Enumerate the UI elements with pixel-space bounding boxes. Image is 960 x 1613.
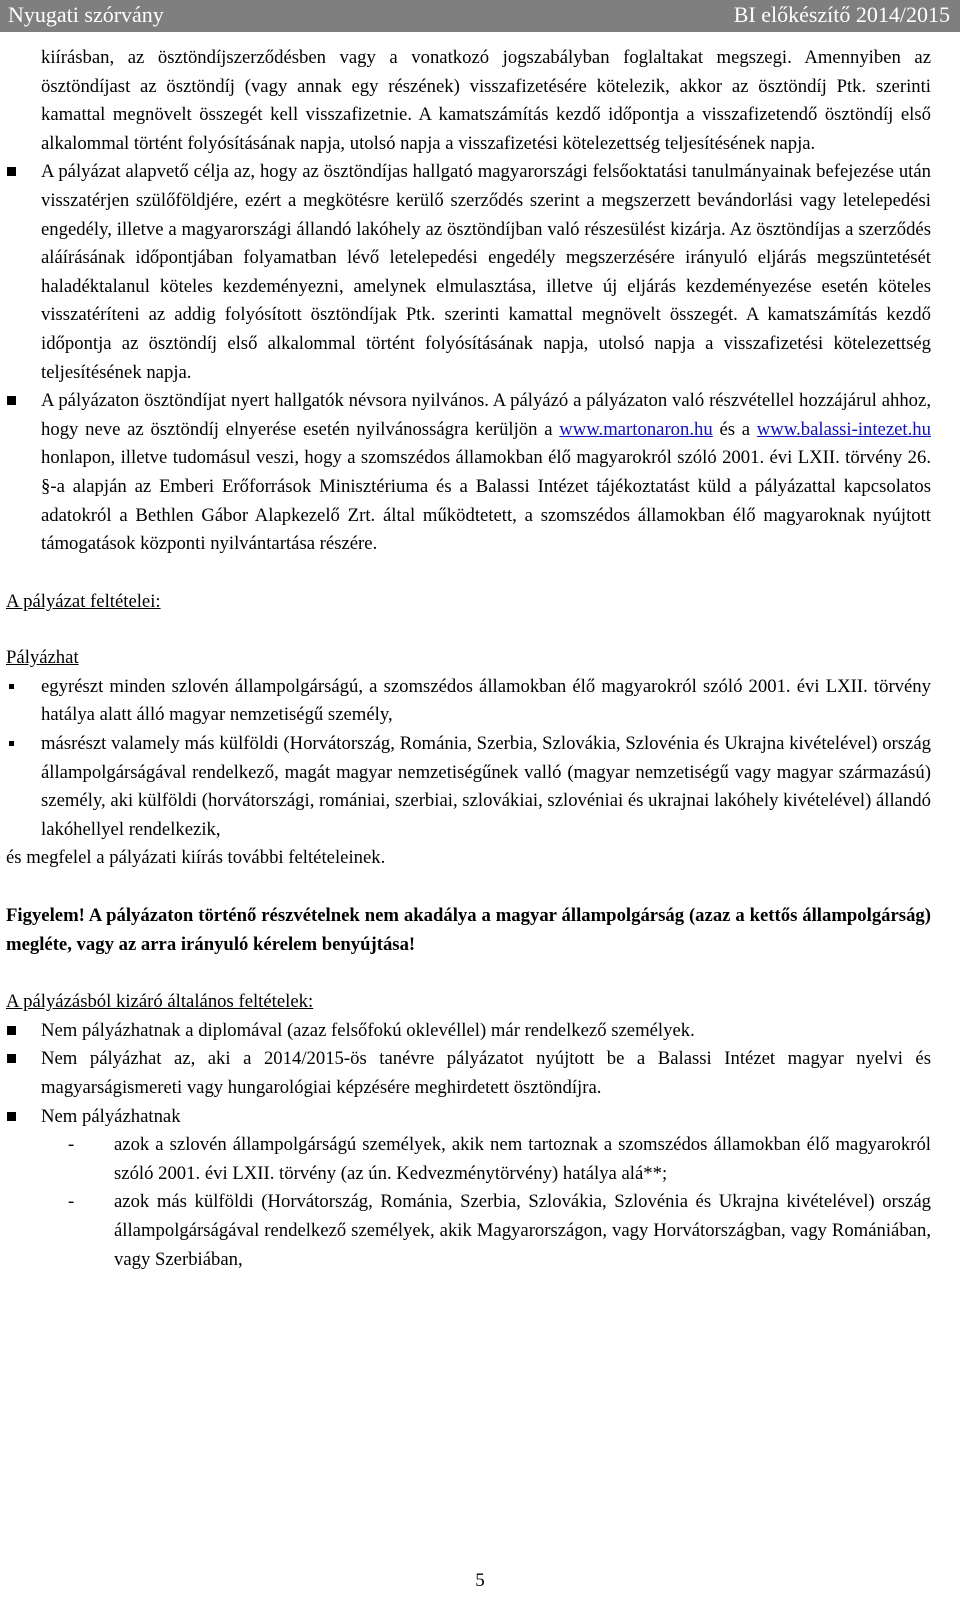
- exclusion-item-2-text: Nem pályázhat az, aki a 2014/2015-ös tanévre pályázatot nyújtott be a Balassi Intézet magyar nyelvi és magyarságismereti vagy hungarológiai képzésére meghirdetett ösztöndíjra.: [41, 1048, 931, 1098]
- heading-conditions: A pályázat feltételei:: [6, 590, 161, 612]
- header-left-title: Nyugati szórvány: [8, 2, 164, 27]
- sub-item-1-text: azok a szlovén állampolgárságú személyek, akik nem tartoznak a szomszédos államokban élő magyarokról szóló 2001. évi LXII. törvény (az ún. Kedvezménytörvény) hatálya alá**;: [114, 1134, 931, 1184]
- heading-exclusions: A pályázásból kizáró általános feltételek:: [6, 991, 314, 1013]
- exclusion-item-2: [6, 1045, 931, 1102]
- square-bullet-icon: [7, 1112, 16, 1121]
- continued-paragraph: [6, 44, 931, 158]
- exclusion-item-1-text: Nem pályázhatnak a diplomával (azaz felsőfokú oklevéllel) már rendelkező személyek.: [41, 1019, 695, 1041]
- bullet-publicity-mid: és a: [712, 418, 757, 440]
- bullet-publicity: [6, 387, 931, 559]
- link-balassi-intezet[interactable]: www.balassi-intezet.hu: [756, 418, 931, 440]
- link-martonaron[interactable]: www.martonaron.hu: [559, 418, 713, 440]
- dash-marker: -: [68, 1191, 75, 1213]
- exclusion-item-3: [6, 1103, 931, 1132]
- small-square-bullet-icon: [9, 741, 14, 746]
- square-bullet-icon: [7, 1026, 16, 1035]
- exclusion-item-1: [6, 1017, 931, 1046]
- sub-item-1: [6, 1131, 931, 1188]
- page-header: [0, 0, 960, 32]
- eligible-item-2-text: másrészt valamely más külföldi (Horvátország, Románia, Szerbia, Szlovákia, Szlovénia és Ukrajna kivételével) ország állampolgárságával rendelkező, magát magyar nemzetiségűnek valló (magyar nemzetiségű vagy magyar származású) személy, aki külföldi (horvátországi, romániai, szerbiai, szlovákiai, szlovéniai és ukrajnai lakóhely kivételével) állandó lakóhellyel rendelkezik,: [41, 733, 931, 840]
- eligible-item-2: [6, 730, 931, 844]
- eligible-tail: és megfelel a pályázati kiírás további feltételeinek.: [6, 847, 386, 869]
- page-number: 5: [475, 1570, 485, 1591]
- header-right-title: BI előkészítő 2014/2015: [733, 2, 950, 27]
- square-bullet-icon: [7, 1054, 16, 1063]
- small-square-bullet-icon: [9, 684, 14, 689]
- bullet-publicity-post: honlapon, illetve tudomásul veszi, hogy a szomszédos államokban élő magyarokról szóló 2001. évi LXII. törvény 26. §-a alapján az Emberi Erőforrások Minisztériuma és a Balassi Intézet tájékoztatást küld a pályázattal kapcsolatos adatokról a Bethlen Gábor Alapkezelő Zrt. által működtetett, a szomszédos államokban élő magyaroknak nyújtott támogatások központi nyilvántartása részére.: [41, 447, 931, 555]
- eligible-item-1: [6, 673, 931, 730]
- dash-marker: -: [68, 1134, 75, 1156]
- bullet-publicity-pre: A pályázaton ösztöndíjat nyert hallgatók névsora nyilvános. A pályázó a pályázaton való részvétellel hozzájárul ahhoz, hogy neve az ösztöndíj elnyerése esetén nyilvánosságra kerüljön a: [41, 390, 931, 440]
- heading-eligible: Pályázhat: [6, 647, 79, 669]
- sub-item-2: [6, 1188, 931, 1274]
- document-body: [6, 44, 931, 1274]
- bullet-purpose-text: A pályázat alapvető célja az, hogy az ösztöndíjas hallgató magyarországi felsőoktatási tanulmányainak befejezése után visszatérjen szülőföldjére, ezért a megkötésre kerülő szerződés szerint a megszerzett bevándorlási vagy letelepedési engedély, illetve a magyarországi állandó lakóhely az ösztöndíjban való részesülést kizárja. Az ösztöndíjas a szerződés aláírásának időpontjában folyamatban lévő letelepedési engedély megszerzésére irányuló eljárás megszüntetését haladéktalanul köteles kezdeményezni, amelynek elmulasztása, illetve új eljárás kezdeményezése esetén köteles visszatéríteni az addig folyósított ösztöndíjak Ptk. szerinti kamattal megnövelt összegét. A kamatszámítás kezdő időpontja az ösztöndíj első alkalommal történt folyósításának napja, utolsó napja a visszafizetési kötelezettség teljesítésének napja.: [41, 161, 931, 383]
- continued-paragraph-text: kiírásban, az ösztöndíjszerződésben vagy a vonatkozó jogszabályban foglaltakat megszegi. Amennyiben az ösztöndíjast az ösztöndíj (vagy annak egy részének) visszafizetésére kötelezik, akkor az ösztöndíj Ptk. szerinti kamattal megnövelt összegét kell visszafizetnie. A kamatszámítás kezdő időpontja a visszafizetendő ösztöndíj első alkalommal történt folyósításának napja, utolsó napja a visszafizetési kötelezettség teljesítésének napja.: [41, 47, 931, 154]
- warning-text: Figyelem! A pályázaton történő részvételnek nem akadálya a magyar állampolgárság (azaz a kettős állampolgárság) megléte, vagy az arra irányuló kérelem benyújtása!: [6, 905, 931, 955]
- eligible-item-1-text: egyrészt minden szlovén állampolgárságú, a szomszédos államokban élő magyarokról szóló 2001. évi LXII. törvény hatálya alatt álló magyar nemzetiségű személy,: [41, 675, 931, 726]
- sub-item-2-text: azok más külföldi (Horvátország, Románia, Szerbia, Szlovákia, Szlovénia és Ukrajna kivételével) ország állampolgárságával rendelkező személyek, akik Magyarországon, vagy Horvátországban, vagy Romániában, vagy Szerbiában,: [114, 1191, 931, 1270]
- square-bullet-icon: [7, 167, 16, 176]
- square-bullet-icon: [7, 396, 16, 405]
- exclusion-item-3-text: Nem pályázhatnak: [41, 1105, 181, 1127]
- bullet-purpose: [6, 158, 931, 387]
